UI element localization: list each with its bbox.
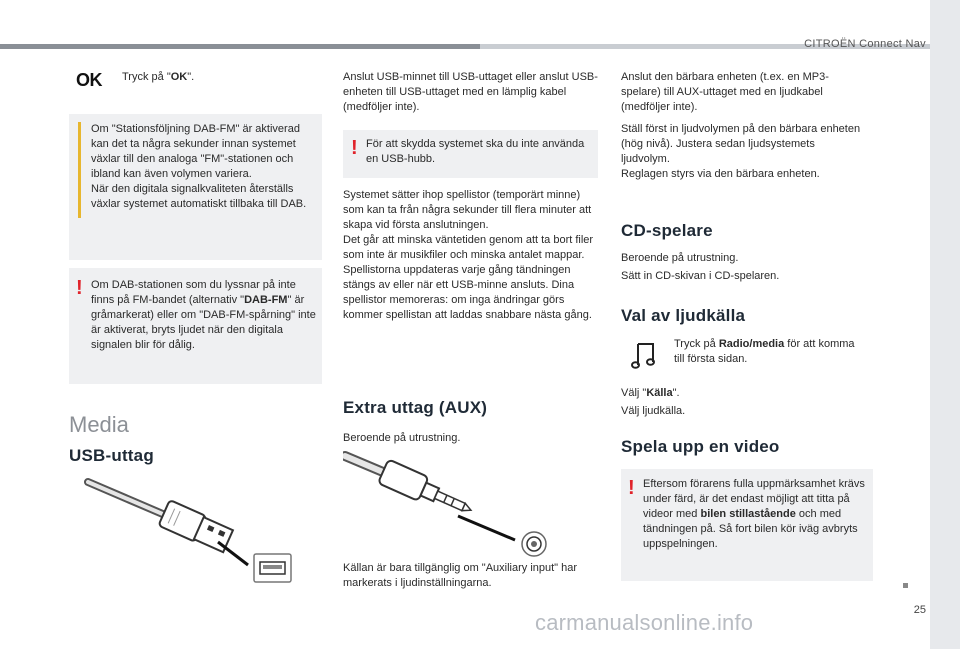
heading-aux: Extra uttag (AUX) bbox=[343, 398, 488, 417]
ok-instruction: Tryck på "OK". bbox=[122, 71, 195, 83]
aux-source-note: Källan är bara tillgänglig om "Auxiliary input" har markerats i ljudinställningarna. bbox=[343, 562, 578, 589]
warning-box-usb-hub-text: För att skydda systemet ska du inte använda en USB-hubb. bbox=[366, 138, 585, 165]
usb-connect-paragraph: Anslut USB-minnet till USB-uttaget eller anslut USB-enheten till USB-uttaget med en lämplig kabel (medföljer inte). bbox=[343, 71, 598, 113]
music-note-icon bbox=[631, 340, 657, 370]
playlist-paragraph: Systemet sätter ihop spellistor (temporärt minne) som kan ta från några sekunder till flera minuter att skapa vid första anslutningen. Det går att minska väntetiden genom att ta bort filer som inte är musikfiler och minska antalet mappar. Spellistorna uppdateras varje gång tändningen stängs av eller när ett USB-minne ansluts. Dina spellistor memoreras: om inga ändringar görs kommer spellistan att laddas snabbare nästa gång. bbox=[343, 189, 594, 321]
info-icon bbox=[78, 122, 81, 218]
heading-usb: USB-uttag bbox=[69, 446, 154, 465]
warning-box-video-text: Eftersom förarens fulla uppmärksamhet krävs under färd, är det endast möjligt att titta på videor med bilen stillastående och med tändningen på. Så fort bilen kör iväg avbryts uppspelningen. bbox=[643, 478, 865, 550]
brand-label: CITROËN Connect Nav bbox=[804, 38, 926, 50]
source-instruction: Tryck på Radio/media för att komma till första sidan. bbox=[674, 338, 855, 365]
usb-plug-illustration bbox=[80, 470, 300, 585]
page-number: 25 bbox=[913, 604, 926, 616]
select-source-instruction: Välj ljudkälla. bbox=[621, 405, 686, 417]
watermark: carmanualsonline.info bbox=[535, 610, 754, 635]
cd-insert-instruction: Sätt in CD-skivan i CD-spelaren. bbox=[621, 270, 780, 282]
warning-icon: ! bbox=[628, 477, 635, 499]
heading-source: Val av ljudkälla bbox=[621, 306, 746, 325]
warning-box-dab-text: Om DAB-stationen som du lyssnar på inte finns på FM-bandet (alternativ "DAB-FM" är gråmarkerat) eller om "DAB-FM-spårning" inte är aktiverat, bryts ljudet när den digitala signalen blir för dålig. bbox=[91, 279, 316, 351]
cd-dependency-note: Beroende på utrustning. bbox=[621, 252, 739, 264]
aux-jack-illustration bbox=[343, 450, 558, 560]
heading-cd: CD-spelare bbox=[621, 221, 713, 240]
continuation-mark bbox=[903, 583, 908, 588]
header-rule-dark bbox=[0, 44, 480, 49]
page-edge-strip bbox=[930, 0, 960, 649]
section-title-media: Media bbox=[69, 412, 129, 437]
select-source-label: Välj "Källa". bbox=[621, 387, 680, 399]
warning-icon: ! bbox=[76, 277, 83, 299]
warning-icon: ! bbox=[351, 137, 358, 159]
aux-connect-paragraph: Anslut den bärbara enheten (t.ex. en MP3-spelare) till AUX-uttaget med en ljudkabel (medföljer inte). bbox=[621, 71, 829, 113]
heading-video: Spela upp en video bbox=[621, 437, 780, 456]
ok-icon: OK bbox=[76, 70, 102, 90]
volume-paragraph: Ställ först in ljudvolymen på den bärbara enheten (hög nivå). Justera sedan ljudsystemets ljudvolym. Reglagen styrs via den bärbara enheten. bbox=[621, 123, 861, 180]
aux-dependency-note: Beroende på utrustning. bbox=[343, 432, 461, 444]
info-box-dab-text: Om "Stationsföljning DAB-FM" är aktiverad kan det ta några sekunder innan systemet växlar till den analoga "FM"-stationen och ibland kan även volymen variera. När den digitala signalkvaliteten återställs växlar systemet automatiskt tillbaka till DAB. bbox=[91, 123, 307, 210]
